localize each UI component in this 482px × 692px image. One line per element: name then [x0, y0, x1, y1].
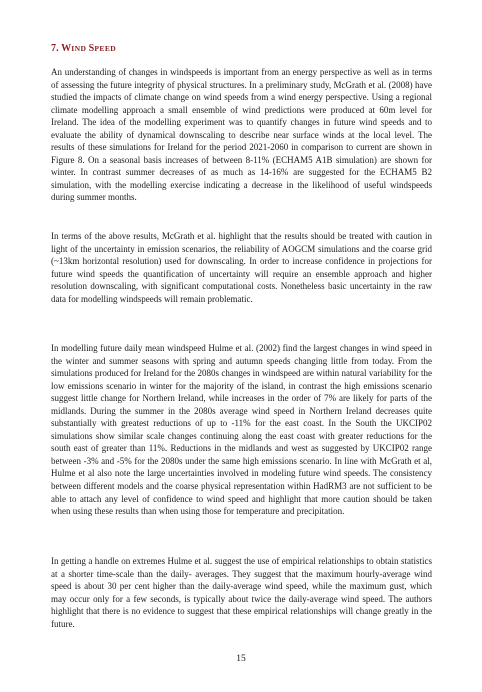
- section-title-rest-2: PEED: [94, 44, 117, 53]
- section-title-initial-2: S: [88, 43, 95, 54]
- section-heading: [51, 43, 116, 54]
- section-title-rest: IND: [71, 44, 89, 53]
- page-number: 15: [236, 654, 246, 664]
- paragraph-uncertainty: In terms of the above results, McGrath et al. highlight that the results should be treated with caution in light of the uncertainty in emission scenarios, the reliability of AOGCM simulations and the coarse grid (~13km horizontal resolution) used for downscaling. In order to increase confidence in projections for future wind speeds the quantification of uncertainty will require an ensemble approach and higher resolution downscaling, with significant computational costs. Nonetheless basic uncertainty in the raw data for modelling windspeeds will remain problematic.: [51, 231, 432, 304]
- paragraph-daily-mean-windspeed: In modelling future daily mean windspeed Hulme et al. (2002) find the largest changes in wind speed in the winter and summer seasons with spring and autumn speeds changing little from today. From the simulations produced for Ireland for the 2080s changes in windspeed are within natural variability for the low emissions scenario in winter for the majority of the island, in contrast the high emissions scenario suggest little change for Northern Ireland, while increases in the order of 7% are likely for parts of the midlands. During the summer in the 2080s average wind speed in Northern Ireland decreases quite substantially with greatest reductions of up to -11% for the east coast. In the South the UKCIP02 simulations show similar scale changes continuing along the east coast with greater reductions for the south east of greater than 11%. Reductions in the midlands and west as suggested by UKCIP02 range between -3% and -5% for the 2080s under the same high emissions scenario. In line with McGrath et al, Hulme et al also note the large uncertainties involved in modeling future wind speeds. The consistency between different models and the coarse physical representation within HadRM3 are not sufficient to be able to attach any level of confidence to wind speed and highlight that more caution should be taken when using these results than when using those for temperature and precipitation.: [51, 343, 432, 517]
- section-title-initial: W: [61, 43, 72, 54]
- section-number: 7.: [51, 43, 59, 54]
- paragraph-wind-energy-study: An understanding of changes in windspeeds is important from an energy perspective as well as in terms of assessing the future integrity of physical structures. In a preliminary study, McGrath et al. (2008) have studied the impacts of climate change on wind speeds from a wind energy perspective. Using a regional climate modelling approach a small ensemble of wind predictions were produced at 60m level for Ireland. The idea of the modelling experiment was to quantify changes in future wind speeds and to evaluate the ability of dynamical downscaling to describe near surface winds at the local level. The results of these simulations for Ireland for the period 2021-2060 in comparison to current are shown in Figure 8. On a seasonal basis increases of between 8-11% (ECHAM5 A1B simulation) are shown for winter. In contrast summer decreases of as much as 14-16% are suggested for the ECHAM5 B2 simulation, with the modelling exercise indicating a decrease in the likelihood of useful windspeeds during summer months.: [51, 67, 432, 203]
- paragraph-extremes: In getting a handle on extremes Hulme et al. suggest the use of empirical relationships to obtain statistics at a shorter time-scale than the daily- averages. They suggest that the maximum hourly-average wind speed is about 30 per cent higher than the daily-average wind speed, while the maximum gust, which may occur only for a few seconds, is typically about twice the daily-average wind speed. The authors highlight that there is no evidence to suggest that these empirical relationships will change greatly in the future.: [51, 556, 432, 629]
